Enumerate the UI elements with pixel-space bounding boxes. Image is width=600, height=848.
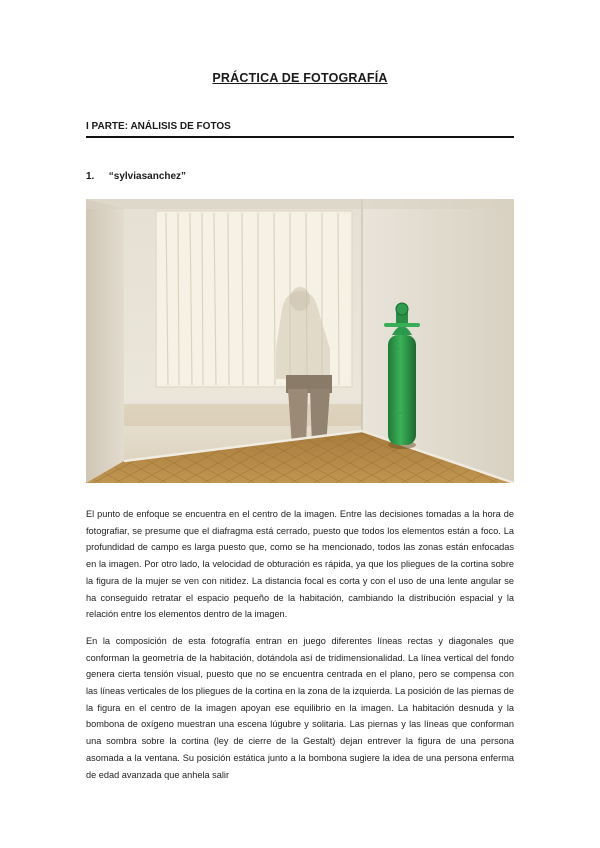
paragraph: En la composición de esta fotografía entran en juego diferentes líneas rectas y diagonales que conforman la geometría de la habitación, dotándola así de tridimensionalidad. La línea vertical del fondo genera cierta tensión visual, puesto que no se encuentra centrada en el plano, pero se compensa con las líneas verticales de los pliegues de la cortina en la zona de la izquierda. La posición de las piernas de la figura en el centro de la imagen apoyan ese equilibrio en la imagen. La habitación desnuda y la bombona de oxígeno muestran una escena lúgubre y solitaria. Las piernas y las líneas que conforman una sombra sobre la cortina (ley de cierre de la Gestalt) dejan entrever la figura de una persona asomada a la ventana. Su posición estática junto a la bombona sugiere la idea de una persona enferma de edad avanzada que anhela salir bbox=[86, 635, 514, 780]
section-heading: I PARTE: ANÁLISIS DE FOTOS bbox=[86, 121, 231, 132]
document-title: PRÁCTICA DE FOTOGRAFÍA bbox=[212, 71, 388, 85]
analysis-text bbox=[86, 506, 514, 793]
photo-item-heading bbox=[86, 171, 186, 182]
item-number: 1. bbox=[86, 171, 95, 182]
curtain bbox=[156, 211, 352, 387]
paragraph: El punto de enfoque se encuentra en el centro de la imagen. Entre las decisiones tomadas a la hora de fotografiar, se presume que el diafragma está cerrado, puesto que todos los elementos están a foco. La profundidad de campo es larga puesto que, como se ha mencionado, todos las zonas están enfocadas en la imagen. Por otro lado, la velocidad de obturación es rápida, ya que los pliegues de la cortina sobre la figura de la mujer se ven con nitidez. La distancia focal es corta y con el uso de una lente angular se ha conseguido retratar el espacio pequeño de la habitación, cambiando la distribución espacial y la relación entre los elementos dentro de la imagen. bbox=[86, 509, 514, 620]
photograph bbox=[86, 199, 514, 483]
left-wall bbox=[86, 199, 124, 483]
section-divider bbox=[86, 136, 514, 138]
item-label: “sylviasanchez” bbox=[108, 171, 187, 182]
oxygen-tank bbox=[384, 303, 420, 449]
